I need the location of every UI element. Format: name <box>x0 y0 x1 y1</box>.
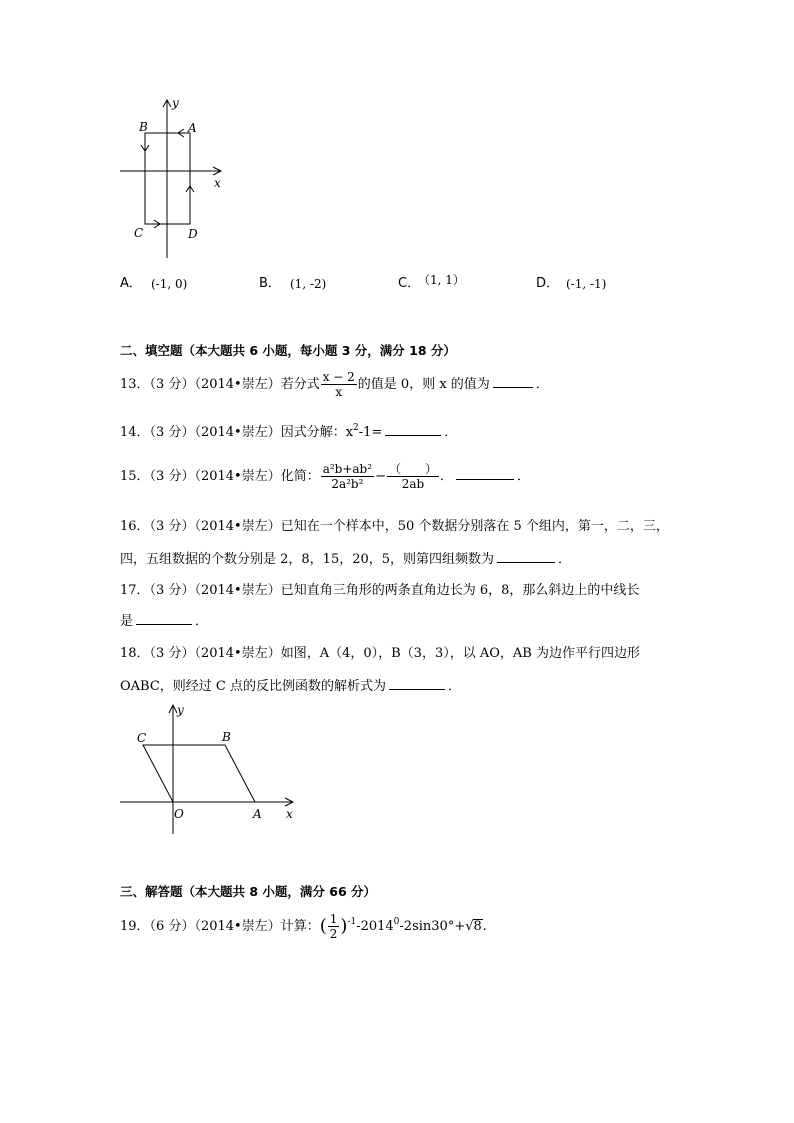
q19-fraction <box>328 912 340 941</box>
fig2-label-a: A <box>253 807 262 821</box>
q13-denominator: x <box>335 385 343 399</box>
q14-suffix: -1= <box>358 425 383 440</box>
fig1-label-c: C <box>134 226 144 240</box>
q19-numerator: 1 <box>329 912 338 926</box>
q16-answer-blank[interactable] <box>497 550 555 563</box>
q19-paren-left: ( <box>319 915 327 937</box>
question-13 <box>120 370 549 399</box>
question-16-line2 <box>120 550 571 569</box>
q15-fraction-1 <box>321 462 374 491</box>
q13-fraction <box>321 370 357 399</box>
q14-answer-blank[interactable] <box>385 423 441 436</box>
q19-paren-right: ) <box>340 915 348 937</box>
q19-denominator: 2 <box>329 927 338 941</box>
option-d-value: (-1, -1) <box>566 277 607 291</box>
option-c-value: （1, 1） <box>418 273 465 287</box>
q18-answer-blank[interactable] <box>389 677 445 690</box>
q19-end: . <box>482 919 487 934</box>
q14-prefix: 14．（3 分）（2014•崇左）因式分解：x <box>120 425 354 440</box>
fig1-label-a: A <box>188 121 197 135</box>
figure-rectangle-path <box>115 95 235 265</box>
q18-line1: 18．（3 分）（2014•崇左）如图，A（4，0），B（3，3），以 AO，AB 为边作平行四边形 <box>120 646 640 661</box>
fig2-label-y: y <box>177 703 184 717</box>
q17-line2: 是 <box>120 614 134 629</box>
option-a-letter: A． <box>120 276 142 291</box>
q17-answer-blank[interactable] <box>136 612 192 625</box>
fig2-label-b: B <box>222 730 231 744</box>
fig1-label-y: y <box>172 96 179 110</box>
q16-line2: 四，五组数据的个数分别是 2，8，15，20，5，则第四组频数为 <box>120 552 495 567</box>
fig2-label-x: x <box>286 807 293 821</box>
q15-mid: ． <box>439 469 453 484</box>
fig1-label-x: x <box>214 176 221 190</box>
q15-numerator-2: （ ） <box>388 462 437 476</box>
q15-denominator-2: 2ab <box>401 477 425 491</box>
question-14 <box>120 423 457 442</box>
section3-heading: 三、解答题（本大题共 8 小题，满分 66 分） <box>120 884 377 899</box>
q16-line1: 16．（3 分）（2014•崇左）已知在一个样本中，50 个数据分别落在 5 个组内，第一，二，三， <box>120 519 669 534</box>
q14-end: ． <box>444 425 458 440</box>
q19-prefix: 19．（6 分）（2014•崇左）计算： <box>120 919 320 934</box>
q19-exponent-1: -1 <box>347 917 357 927</box>
option-a-value: (-1, 0) <box>151 277 188 291</box>
q19-mid2: -2sin30°+ <box>399 919 466 934</box>
q19-mid1: -2014 <box>356 919 394 934</box>
q19-exponent-2: 0 <box>393 917 400 927</box>
q13-answer-blank[interactable] <box>493 375 533 388</box>
question-15 <box>120 462 530 491</box>
q15-operator: − <box>375 469 386 484</box>
q13-numerator: x − 2 <box>322 370 355 384</box>
q17-end: ． <box>195 614 209 629</box>
option-b-value: (1, -2) <box>290 277 327 291</box>
fig1-label-d: D <box>188 227 198 241</box>
option-b-letter: B． <box>259 276 281 291</box>
figure-parallelogram <box>115 702 305 837</box>
q15-denominator-1: 2a²b² <box>331 477 364 491</box>
fig2-label-c: C <box>137 731 147 745</box>
section2-heading: 二、填空题（本大题共 6 小题，每小题 3 分，满分 18 分） <box>120 343 456 358</box>
q13-prefix: 13．（3 分）（2014•崇左）若分式 <box>120 377 320 392</box>
q15-fraction-2 <box>387 462 439 491</box>
q17-line1: 17．（3 分）（2014•崇左）已知直角三角形的两条直角边长为 6，8，那么斜边上的中线长 <box>120 583 640 598</box>
q14-exponent: 2 <box>353 423 359 433</box>
q15-answer-blank[interactable] <box>456 467 514 480</box>
option-c-letter: C． <box>398 276 421 291</box>
q19-radicand: 8 <box>473 919 482 934</box>
q15-end: ． <box>517 469 531 484</box>
q13-suffix: 的值是 0，则 x 的值为 <box>357 377 490 392</box>
q13-end: ． <box>535 377 549 392</box>
question-17-line2 <box>120 612 208 631</box>
option-d-letter: D． <box>536 276 560 291</box>
q19-radical-sign: √ <box>465 919 474 934</box>
q15-prefix: 15．（3 分）（2014•崇左）化简： <box>120 469 320 484</box>
q15-numerator-1: a²b+ab² <box>322 462 373 476</box>
fig2-label-o: O <box>174 807 184 821</box>
question-18-line2 <box>120 677 461 696</box>
question-19 <box>120 912 487 941</box>
q16-end: ． <box>558 552 572 567</box>
q18-end: ． <box>448 679 462 694</box>
q18-line2: OABC，则经过 C 点的反比例函数的解析式为 <box>120 679 386 694</box>
fig1-label-b: B <box>139 120 148 134</box>
